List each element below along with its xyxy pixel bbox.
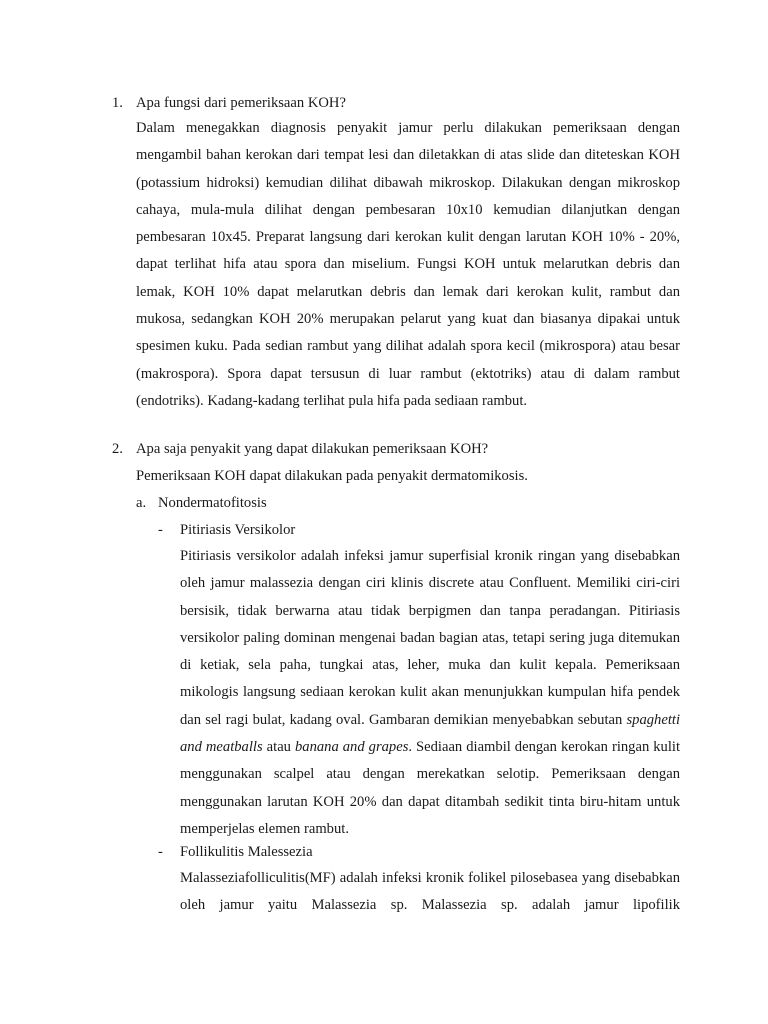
question-1-number: 1. [112, 95, 123, 111]
item-2-body: Malasseziafolliculitis(MF) adalah infeksi kronik folikel pilosebasea yang disebabkan oleh jamur yaitu Malassezia sp. Malassezia sp. adalah jamur lipofilik [180, 870, 680, 914]
item-1-italic-1: spaghetti and meatballs [180, 711, 680, 756]
question-1-text: Apa fungsi dari pemeriksaan KOH? [136, 95, 346, 111]
question-2-text: Apa saja penyakit yang dapat dilakukan pemeriksaan KOH? [136, 441, 489, 457]
item-2-dash: - [158, 844, 163, 860]
section-a-marker: a. [136, 495, 147, 511]
item-1-text-2: atau [262, 739, 295, 756]
question-2-number: 2. [112, 441, 123, 457]
item-1-text-1: Pitiriasis versikolor adalah infeksi jamur superfisial kronik ringan yang disebabkan oleh jamur malassezia dengan ciri klinis discrete atau Confluent. Memiliki ciri-ciri bersisik, tidak berwarna atau tidak berpigmen dan tanpa peradangan. Pitiriasis versikolor paling dominan mengenai badan bagian atas, tetapi sering juga ditemukan di ketiak, sela paha, tungkai atas, leher, muka dan kulit kepala. Pemeriksaan mikologis langsung sediaan kerokan kulit akan menunjukkan kumpulan hifa pendek dan sel ragi bulat, kadang oval. Gambaran demikian menyebabkan sebutan [180, 548, 680, 728]
item-1-title: Pitiriasis Versikolor [180, 522, 296, 538]
question-1-answer: Dalam menegakkan diagnosis penyakit jamur perlu dilakukan pemeriksaan dengan mengambil bahan kerokan dari tempat lesi dan diletakkan di atas slide dan diteteskan KOH (potassium hidroksi) kemudian dilihat dibawah mikroskop. Dilakukan dengan mikroskop cahaya, mula-mula dilihat dengan pembesaran 10x10 kemudian dilanjutkan dengan pembesaran 10x45. Preparat langsung dari kerokan kulit dengan larutan KOH 10% - 20%, dapat terlihat hifa atau spora dan miselium. Fungsi KOH untuk melarutkan debris dan lemak, KOH 10% dapat melarutkan debris dan lemak dari kerokan kulit, rambut dan mukosa, sedangkan KOH 20% merupakan pelarut yang kuat dan biasanya dipakai untuk spesimen kuku. Pada sedian rambut yang dilihat adalah spora kecil (mikrospora) atau besar (makrospora). Spora dapat tersusun di luar rambut (ektotriks) atau di dalam rambut (endotriks). Kadang-kadang terlihat pula hifa pada sediaan rambut. [136, 120, 680, 409]
item-2-title: Follikulitis Malessezia [180, 844, 313, 860]
item-1-italic-2: banana and grapes [294, 739, 409, 756]
item-1-dash: - [158, 522, 163, 538]
item-1-body [180, 543, 680, 843]
section-a-title: Nondermatofitosis [158, 495, 267, 511]
question-2-answer: Pemeriksaan KOH dapat dilakukan pada penyakit dermatomikosis. [136, 468, 528, 484]
item-1-text-3: . Sediaan diambil dengan kerokan ringan kulit menggunakan scalpel atau dengan merekatkan selotip. Pemeriksaan dengan menggunakan larutan KOH 20% dan dapat ditambah sedikit tinta biru-hitam untuk memperjelas elemen rambut. [180, 739, 680, 837]
